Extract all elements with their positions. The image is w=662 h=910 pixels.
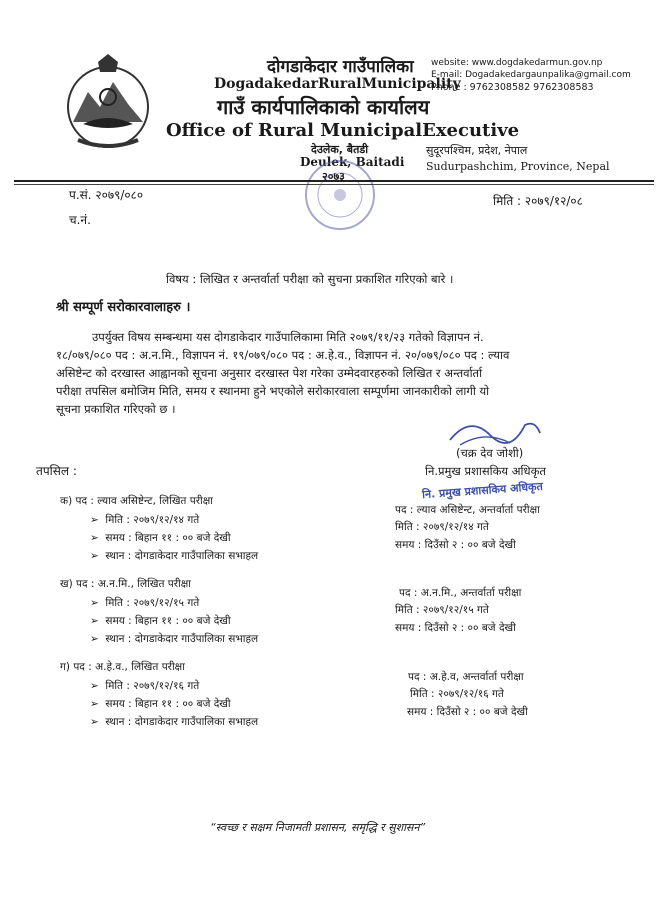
- written-exam-1-venue-text: स्थान : दोगडाकेदार गाउँपालिका सभाहल: [105, 550, 259, 562]
- written-exam-3-date-text: मिति : २०७९/१२/१६ गते: [105, 680, 200, 692]
- email-text: E-mail: Dogadakedargaunpalika@gmail.com: [431, 70, 631, 80]
- office-stamp-icon: [300, 155, 380, 235]
- written-exam-1-post: क) पद : ल्याव असिष्टेन्ट, लिखित परीक्षा: [60, 495, 213, 507]
- office-name-english: Office of Rural MunicipalExecutive: [166, 120, 520, 141]
- interview-2-date: मिति : २०७९/१२/१५ गते: [395, 604, 489, 616]
- written-exam-1-date: [90, 513, 199, 527]
- body-line-3: असिष्टेन्ट को दरखास्त आह्वानको सूचना अनुसार दरखास्त पेश गरेका उम्मेदवारहरुको लिखित र अन्तर्वार्ता: [56, 366, 483, 380]
- dispatch-number: च.नं.: [69, 213, 91, 227]
- arrow-bullet-icon: ➢: [90, 597, 99, 609]
- written-exam-2-venue: [90, 632, 258, 646]
- interview-1-post: पद : ल्याव असिष्टेन्ट, अन्तर्वार्ता परीक्षा: [395, 504, 540, 516]
- nepal-emblem-icon: [58, 52, 158, 152]
- written-exam-2-date-text: मिति : २०७९/१२/१५ गते: [105, 597, 200, 609]
- written-exam-1-date-text: मिति : २०७९/१२/१४ गते: [105, 514, 200, 526]
- body-line-4: परीक्षा तपसिल बमोजिम मिति, समय र स्थानमा हुने भएकोले सरोकारवाला सम्पूर्णमा जानकारीको लागी यो: [56, 384, 490, 398]
- interview-2-time: समय : दिउँसो २ : ०० बजे देखी: [395, 622, 516, 634]
- arrow-bullet-icon: ➢: [90, 698, 99, 710]
- written-exam-2-venue-text: स्थान : दोगडाकेदार गाउँपालिका सभाहल: [105, 633, 259, 645]
- province-english: Sudurpashchim, Province, Nepal: [426, 160, 610, 173]
- interview-3-post: पद : अ.हे.व, अन्तर्वार्ता परीक्षा: [408, 671, 524, 683]
- arrow-bullet-icon: ➢: [90, 514, 99, 526]
- written-exam-1-venue: [90, 549, 258, 563]
- interview-3-time: समय : दिउँसो २ : ०० बजे देखी: [407, 706, 528, 718]
- subject-line: विषय : लिखित र अन्तर्वार्ता परीक्षा को सुचना प्रकाशित गरिएको बारे ।: [166, 272, 454, 286]
- header-divider: [14, 180, 654, 182]
- arrow-bullet-icon: ➢: [90, 633, 99, 645]
- arrow-bullet-icon: ➢: [90, 615, 99, 627]
- municipality-name-nepali: दोगडाकेदार गाउँपालिका: [267, 57, 414, 77]
- website-text: website: www.dogdakedarmun.gov.np: [431, 58, 603, 68]
- interview-1-time: समय : दिउँसो २ : ०० बजे देखी: [395, 539, 516, 551]
- arrow-bullet-icon: ➢: [90, 550, 99, 562]
- signature-stamp-text: नि. प्रमुख प्रशासकिय अधिकृत: [421, 479, 544, 502]
- body-line-5: सूचना प्रकाशित गरिएको छ ।: [56, 402, 176, 416]
- signatory-title: नि.प्रमुख प्रशासकिय अधिकृत: [425, 464, 546, 478]
- written-exam-2-post: ख) पद : अ.न.मि., लिखित परीक्षा: [60, 578, 192, 590]
- reference-number: प.सं. २०७९/०८०: [69, 188, 144, 202]
- body-line-2: १८/०७९/०८० पद : अ.न.मि., विज्ञापन नं. १९/०७९/०८० पद : अ.हे.व., विज्ञापन नं. २०/०७९/०८० पद : ल्याव: [56, 348, 510, 362]
- salutation: श्री सम्पूर्ण सरोकारवालाहरु ।: [56, 300, 191, 315]
- written-exam-2-time: [90, 614, 231, 628]
- written-exam-3-post: ग) पद : अ.हे.व., लिखित परीक्षा: [60, 661, 185, 673]
- written-exam-3-date: [90, 679, 199, 693]
- arrow-bullet-icon: ➢: [90, 716, 99, 728]
- letter-date: मिति : २०७९/१२/०८: [493, 194, 583, 208]
- established-year: २०७३: [322, 170, 345, 183]
- body-line-1: उपर्युक्त विषय सम्बन्धमा यस दोगडाकेदार गाउँपालिकामा मिति २०७९/११/२३ गतेको विज्ञापन नं.: [92, 330, 484, 344]
- office-name-nepali: गाउँ कार्यपालिकाको कार्यालय: [217, 95, 430, 119]
- province-nepali: सुदूरपश्चिम, प्रदेश, नेपाल: [426, 144, 528, 157]
- signatory-name: (चक्र देव जोशी): [456, 446, 524, 460]
- written-exam-2-time-text: समय : बिहान ११ : ०० बजे देखी: [105, 615, 231, 627]
- header-divider-thin: [14, 184, 654, 185]
- interview-3-date: मिति : २०७९/१२/१६ गते: [410, 688, 504, 700]
- written-exam-1-time-text: समय : बिहान ११ : ०० बजे देखी: [105, 532, 231, 544]
- arrow-bullet-icon: ➢: [90, 532, 99, 544]
- written-exam-3-venue: [90, 715, 258, 729]
- written-exam-2-date: [90, 596, 199, 610]
- interview-1-date: मिति : २०७९/१२/१४ गते: [395, 521, 489, 533]
- municipality-name-english: DogadakedarRuralMunicipality: [214, 76, 461, 92]
- place-nepali: देउलेक, बैतडी: [311, 143, 369, 156]
- place-english: Deulek, Baitadi: [300, 155, 405, 169]
- written-exam-3-venue-text: स्थान : दोगडाकेदार गाउँपालिका सभाहल: [105, 716, 259, 728]
- footer-motto: “स्वच्छ र सक्षम निजामती प्रशासन, समृद्धि र सुशासन”: [210, 821, 426, 834]
- written-exam-3-time-text: समय : बिहान ११ : ०० बजे देखी: [105, 698, 231, 710]
- schedule-heading: तपसिल :: [36, 464, 77, 478]
- phone-text: Phone : 9762308582 9762308583: [431, 82, 594, 93]
- written-exam-1-time: [90, 531, 231, 545]
- arrow-bullet-icon: ➢: [90, 680, 99, 692]
- written-exam-3-time: [90, 697, 231, 711]
- interview-2-post: पद : अ.न.मि., अन्तर्वार्ता परीक्षा: [399, 587, 522, 599]
